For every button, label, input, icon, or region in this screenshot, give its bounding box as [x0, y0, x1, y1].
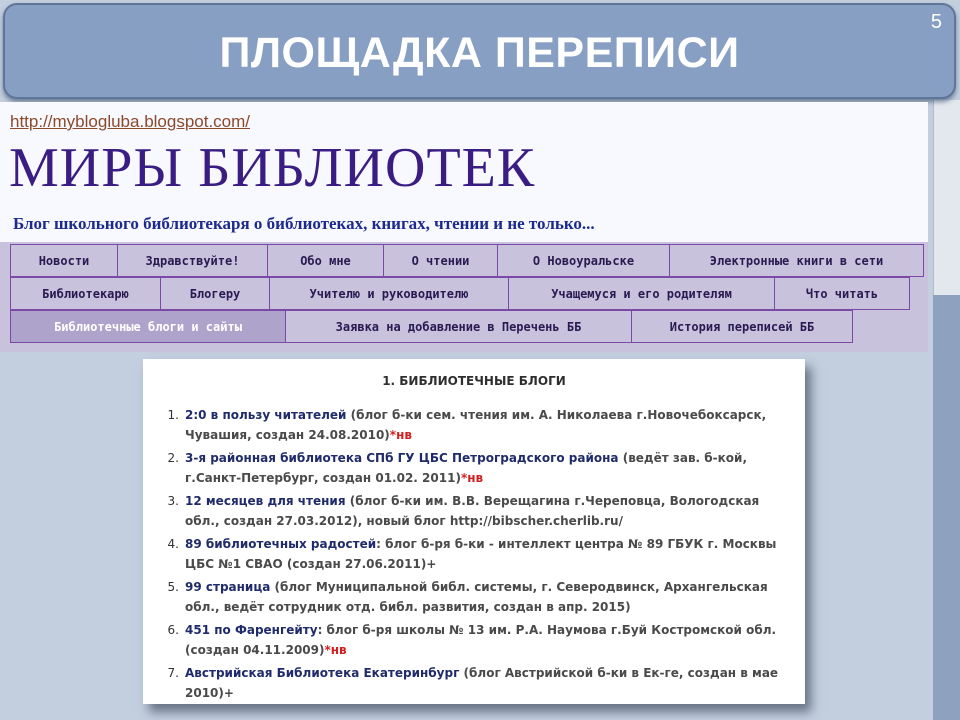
entry-link[interactable]: 89 библиотечных радостей: [185, 537, 377, 551]
list-item: [165, 491, 790, 531]
nav-item-reading[interactable]: О чтении: [383, 244, 498, 277]
nav-item-census-history[interactable]: История переписей ББ: [631, 310, 853, 343]
entry-link[interactable]: 3-я районная библиотека СПб ГУ ЦБС Петроградского района: [185, 451, 619, 465]
entry-link[interactable]: 451 по Фаренгейту: [185, 623, 318, 637]
entry-number: 6.: [167, 623, 179, 637]
nav-item-librarian[interactable]: Библиотекарю: [10, 277, 161, 310]
entry-new-badge: *нв: [324, 643, 347, 657]
entry-new-badge: *нв: [389, 428, 412, 442]
list-item: [165, 577, 790, 617]
blog-screenshot: [0, 102, 928, 352]
entry-description: (блог Австрийской б-ки в Ек-ге, создан в мае 2010)+: [185, 666, 779, 700]
entry-number: 7.: [167, 666, 179, 680]
entry-description: (блог б-ки им. В.В. Верещагина г.Череповца, Вологодская обл., создан 27.03.2012), новый блог http://bibscher.cherlib.ru/: [185, 494, 760, 528]
nav-item-about[interactable]: Обо мне: [267, 244, 384, 277]
nav-item-what-to-read[interactable]: Что читать: [774, 277, 910, 310]
blog-nav-menu: [0, 242, 928, 352]
nav-item-blogger[interactable]: Блогеру: [160, 277, 270, 310]
title-banner: [3, 3, 956, 99]
nav-row-2: [10, 277, 909, 310]
nav-row-3: [10, 310, 852, 343]
nav-item-novouralsk[interactable]: О Новоуральске: [497, 244, 670, 277]
list-item: [165, 448, 790, 488]
list-item: [165, 620, 790, 660]
nav-item-teacher[interactable]: Учителю и руководителю: [269, 277, 509, 310]
right-decor-panel: [933, 100, 960, 295]
slide-number: 5: [930, 11, 942, 33]
entry-number: 1.: [167, 408, 179, 422]
entry-number: 2.: [167, 451, 179, 465]
document-heading: 1. БИБЛИОТЕЧНЫЕ БЛОГИ: [382, 374, 566, 388]
entry-link[interactable]: 99 страница: [185, 580, 271, 594]
entry-new-badge: *нв: [460, 471, 484, 485]
library-blogs-list: [165, 405, 790, 704]
entry-description: (ведёт зав. б-кой, г.Санкт-Петербург, создан 01.02. 2011): [185, 451, 748, 485]
blog-url-link[interactable]: http://myblogluba.blogspot.com/: [10, 112, 251, 131]
list-item: [165, 663, 790, 703]
nav-item-library-blogs[interactable]: Библиотечные блоги и сайты: [10, 310, 286, 343]
nav-item-student[interactable]: Учащемуся и его родителям: [508, 277, 775, 310]
entry-description: : блог б-ря школы № 13 им. Р.А. Наумова г.Буй Костромской обл. (создан 04.11.2009): [185, 623, 777, 657]
entry-description: : блог б-ря б-ки - интеллект центра № 89 ГБУК г. Москвы ЦБС №1 СВАО (создан 27.06.2011)+: [185, 537, 777, 571]
nav-item-news[interactable]: Новости: [10, 244, 118, 277]
blog-subtitle: Блог школьного библиотекаря о библиотеках, книгах, чтении и не только...: [13, 214, 595, 233]
nav-item-add-request[interactable]: Заявка на добавление в Перечень ББ: [285, 310, 632, 343]
list-item: [165, 534, 790, 574]
entry-link[interactable]: 12 месяцев для чтения: [185, 494, 346, 508]
nav-item-hello[interactable]: Здравствуйте!: [117, 244, 268, 277]
blog-list-document: [143, 359, 805, 704]
entry-description: (блог Муниципальной библ. системы, г. Северодвинск, Архангельская обл., ведёт сотрудник отд. библ. развития, создан в апр. 2015): [185, 580, 768, 614]
entry-number: 5.: [167, 580, 179, 594]
entry-number: 3.: [167, 494, 179, 508]
slide-title: ПЛОЩАДКА ПЕРЕПИСИ: [219, 29, 740, 77]
nav-item-ebooks[interactable]: Электронные книги в сети: [669, 244, 924, 277]
entry-description: (блог б-ки сем. чтения им. А. Николаева г.Новочебоксарск, Чувашия, создан 24.08.2010): [185, 408, 767, 442]
blog-title: МИРЫ БИБЛИОТЕК: [9, 137, 536, 199]
nav-row-1: [10, 244, 923, 277]
list-item: [165, 405, 790, 445]
entry-link[interactable]: Австрийская Библиотека Екатеринбург: [185, 666, 460, 680]
entry-link[interactable]: 2:0 в пользу читателей: [185, 408, 347, 422]
entry-number: 4.: [167, 537, 179, 551]
